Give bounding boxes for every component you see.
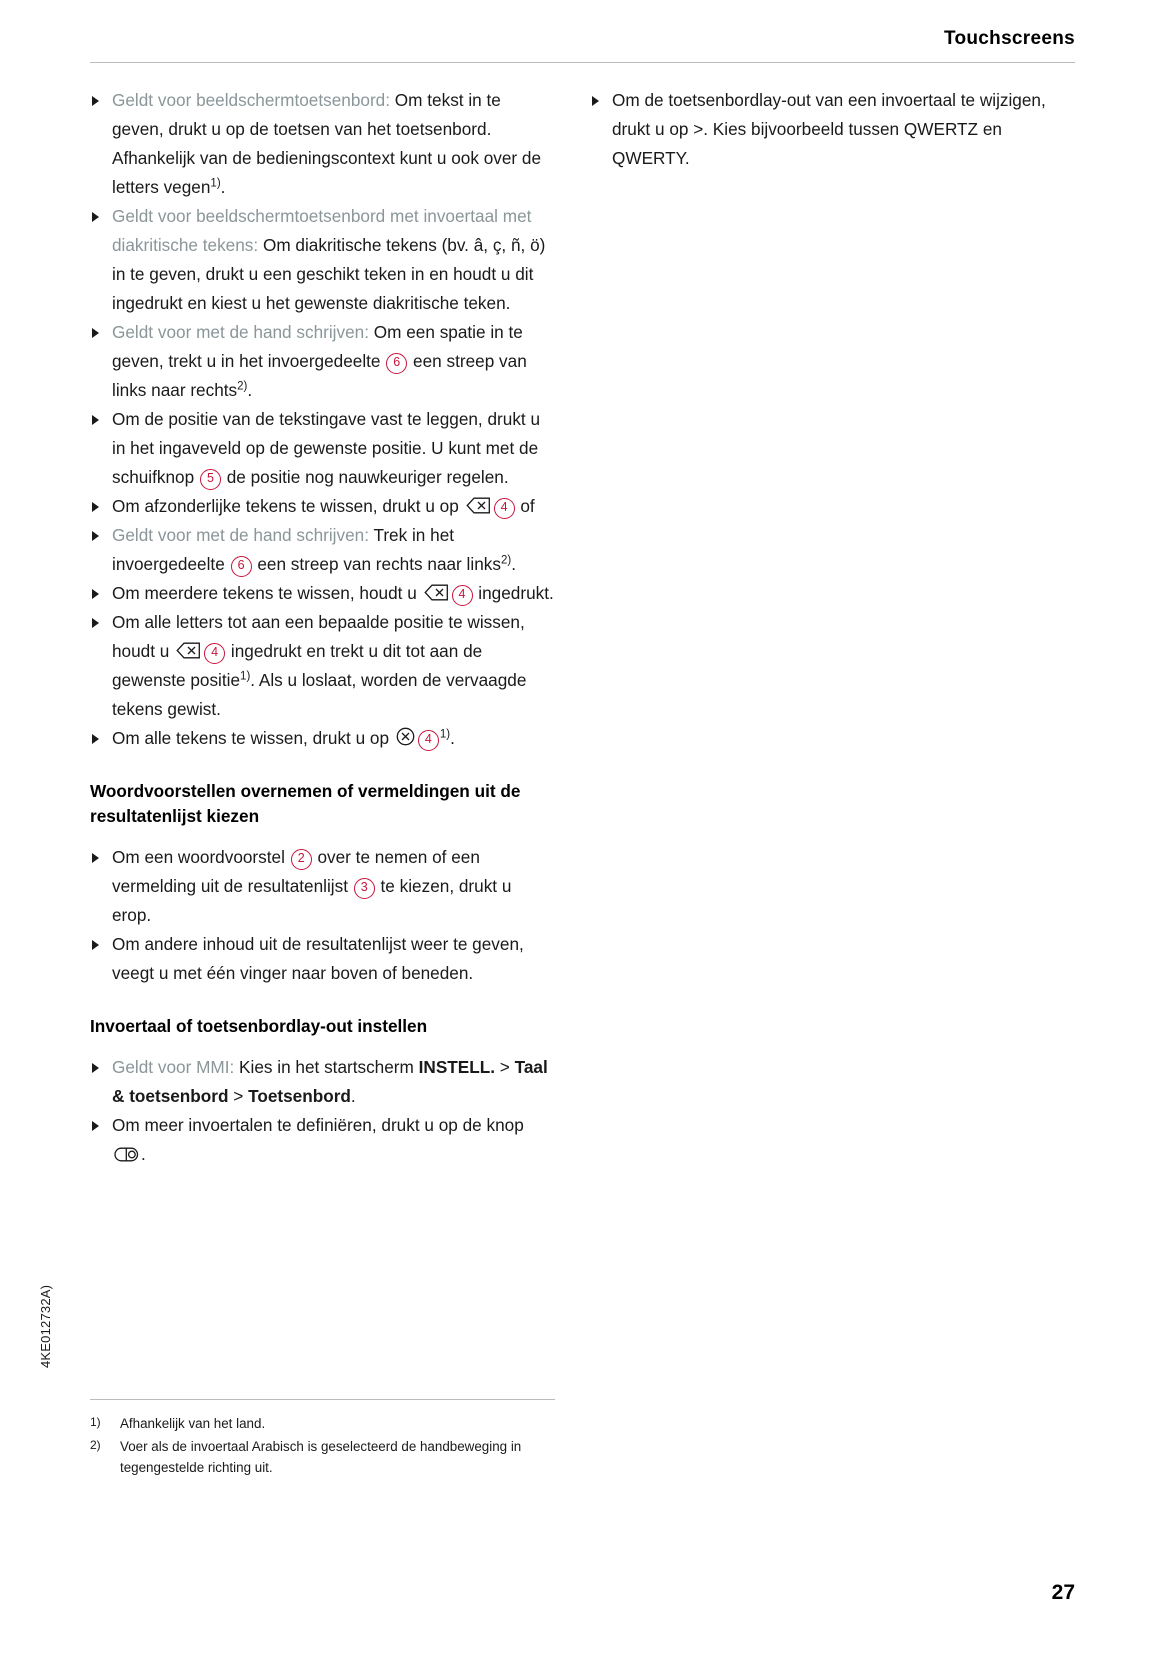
instruction-list-inputlanguage <box>90 1053 555 1169</box>
callout-number-4: 4 <box>418 730 439 751</box>
right-column <box>590 86 1055 173</box>
bullet-triangle-icon <box>92 96 99 106</box>
bullet-triangle-icon <box>92 853 99 863</box>
section-heading-inputlanguage: Invoertaal of toetsenbordlay-out instellen <box>90 1016 428 1036</box>
list-item-tail: . <box>511 554 516 574</box>
bullet-triangle-icon <box>592 96 599 106</box>
list-item <box>590 86 1055 173</box>
list-item-tail: . <box>450 728 455 748</box>
menu-path-instell: INSTELL. <box>418 1057 496 1077</box>
footnote-ref: 2) <box>500 554 512 567</box>
callout-number-6: 6 <box>386 353 407 374</box>
bullet-triangle-icon <box>92 531 99 541</box>
language-toggle-key-icon <box>114 1147 139 1162</box>
list-item-text: of <box>515 496 535 516</box>
list-item-lead: Geldt voor met de hand schrijven: <box>112 322 369 342</box>
backspace-key-icon <box>424 584 449 601</box>
list-item-text: over te nemen of een vermelding uit de resultatenlijst <box>112 847 480 896</box>
footnote-text: Afhankelijk van het land. <box>120 1416 266 1431</box>
list-item <box>90 492 555 521</box>
list-item-text: ingedrukt en trekt u dit tot aan de gewenste positie <box>112 641 483 690</box>
list-item <box>90 930 555 988</box>
list-item-lead: Geldt voor beeldschermtoetsenbord: <box>112 90 391 110</box>
list-item-text: Kies in het startscherm <box>234 1057 419 1077</box>
list-item-text: Om alle tekens te wissen, drukt u op <box>112 728 394 748</box>
instruction-list-secondary <box>590 86 1055 173</box>
bullet-triangle-icon <box>92 212 99 222</box>
list-item-lead: Geldt voor met de hand schrijven: <box>112 525 369 545</box>
callout-number-4: 4 <box>494 498 515 519</box>
left-column <box>90 86 555 1169</box>
list-item <box>90 843 555 930</box>
callout-number-5: 5 <box>200 469 221 490</box>
bullet-triangle-icon <box>92 589 99 599</box>
page-header: Touchscreens <box>943 28 1075 49</box>
list-item-text: > <box>228 1086 249 1106</box>
list-item-text: Trek in het invoergedeelte <box>112 525 455 574</box>
list-item-text: Om tekst in te geven, drukt u op de toetsen van het toetsenbord. Afhankelijk van de bedieningscontext kunt u ook over de letters vegen <box>112 90 542 197</box>
list-item-tail: . <box>220 177 226 197</box>
list-item-tail: . <box>141 1144 146 1164</box>
instruction-list-primary <box>90 86 555 753</box>
list-item-tail: . <box>247 380 253 400</box>
list-item-text: te kiezen, drukt u erop. <box>112 876 512 925</box>
list-item-text: Om de toetsenbordlay-out van een invoertaal te wijzigen, drukt u op >. Kies bijvoorbeeld tussen QWERTZ en QWERTY. <box>612 90 1046 168</box>
clear-all-circle-x-icon <box>396 727 415 746</box>
bullet-triangle-icon <box>92 328 99 338</box>
list-item <box>90 202 555 318</box>
backspace-key-icon <box>176 642 201 659</box>
backspace-key-icon <box>466 497 491 514</box>
list-item-text: > <box>495 1057 515 1077</box>
callout-number-2: 2 <box>291 849 312 870</box>
footnote-ref: 2) <box>237 380 248 393</box>
footnote-mark: 2) <box>90 1438 101 1452</box>
list-item <box>90 724 555 753</box>
list-item-text: . Als u loslaat, worden de vervaagde tekens gewist. <box>112 670 527 719</box>
footnote-text: Voer als de invoertaal Arabisch is geselecteerd de handbeweging in tegengestelde richting uit. <box>120 1439 522 1475</box>
list-item-text: de positie nog nauwkeuriger regelen. <box>221 467 509 487</box>
callout-number-4: 4 <box>452 585 473 606</box>
bullet-triangle-icon <box>92 502 99 512</box>
list-item-text: Om meerdere tekens te wissen, houdt u <box>112 583 422 603</box>
list-item-text: Om een woordvoorstel <box>112 847 290 867</box>
list-item <box>90 318 555 405</box>
list-item-text: een streep van rechts naar links <box>252 554 501 574</box>
list-item <box>90 521 555 579</box>
callout-number-4: 4 <box>204 643 225 664</box>
bullet-triangle-icon <box>92 1063 99 1073</box>
menu-path-taal-toetsenbord: Taal & toetsenbord <box>112 1057 548 1106</box>
list-item-text: Om een spatie in te geven, trekt u in het invoergedeelte <box>112 322 523 371</box>
list-item-text: Om diakritische tekens (bv. â, ç, ñ, ö) in te geven, drukt u een geschikt teken in en houdt u dit ingedrukt en kiest u het gewenste diakritische teken. <box>112 235 546 313</box>
list-item-text: Om de positie van de tekstingave vast te leggen, drukt u in het ingaveveld op de gewenste positie. U kunt met de schuifknop <box>112 409 541 487</box>
footnotes <box>90 1413 560 1480</box>
footnote-mark: 1) <box>90 1415 101 1429</box>
bullet-triangle-icon <box>92 1121 99 1131</box>
footnote-ref: 1) <box>439 728 451 741</box>
footnote-ref: 1) <box>240 670 251 683</box>
callout-number-3: 3 <box>354 878 375 899</box>
list-item <box>90 579 555 608</box>
list-item-text: ingedrukt. <box>473 583 554 603</box>
list-item <box>90 405 555 492</box>
list-item-text: Om afzonderlijke tekens te wissen, drukt u op <box>112 496 464 516</box>
list-item-text: Om andere inhoud uit de resultatenlijst weer te geven, veegt u met één vinger naar boven of beneden. <box>112 934 524 983</box>
bullet-triangle-icon <box>92 618 99 628</box>
section-heading-wordsuggestions: Woordvoorstellen overnemen of vermeldingen uit de resultatenlijst kiezen <box>90 781 521 826</box>
menu-path-toetsenbord: Toetsenbord <box>248 1086 351 1106</box>
bullet-triangle-icon <box>92 940 99 950</box>
list-item-text: Om meer invoertalen te definiëren, drukt u op de knop <box>112 1115 524 1135</box>
footnote-ref: 1) <box>210 177 221 190</box>
list-item-text: een streep van links naar rechts <box>112 351 527 400</box>
footnote-item <box>90 1413 560 1434</box>
document-code: 4KE012732A) <box>38 1284 53 1368</box>
footnote-divider <box>90 1399 555 1400</box>
bullet-triangle-icon <box>92 734 99 744</box>
list-item-lead: Geldt voor beeldschermtoetsenbord met invoertaal met diakritische tekens: <box>112 206 532 255</box>
bullet-triangle-icon <box>92 415 99 425</box>
list-item <box>90 86 555 202</box>
list-item-tail: . <box>350 1086 356 1106</box>
instruction-list-wordsuggestions <box>90 843 555 988</box>
list-item-lead: Geldt voor MMI: <box>112 1057 235 1077</box>
callout-number-6: 6 <box>231 556 252 577</box>
list-item <box>90 1053 555 1111</box>
list-item <box>90 608 555 724</box>
page-number: 27 <box>1051 1581 1075 1604</box>
footnote-item <box>90 1436 560 1478</box>
list-item <box>90 1111 555 1169</box>
header-divider <box>90 62 1075 63</box>
list-item-text: Om alle letters tot aan een bepaalde positie te wissen, houdt u <box>112 612 525 661</box>
